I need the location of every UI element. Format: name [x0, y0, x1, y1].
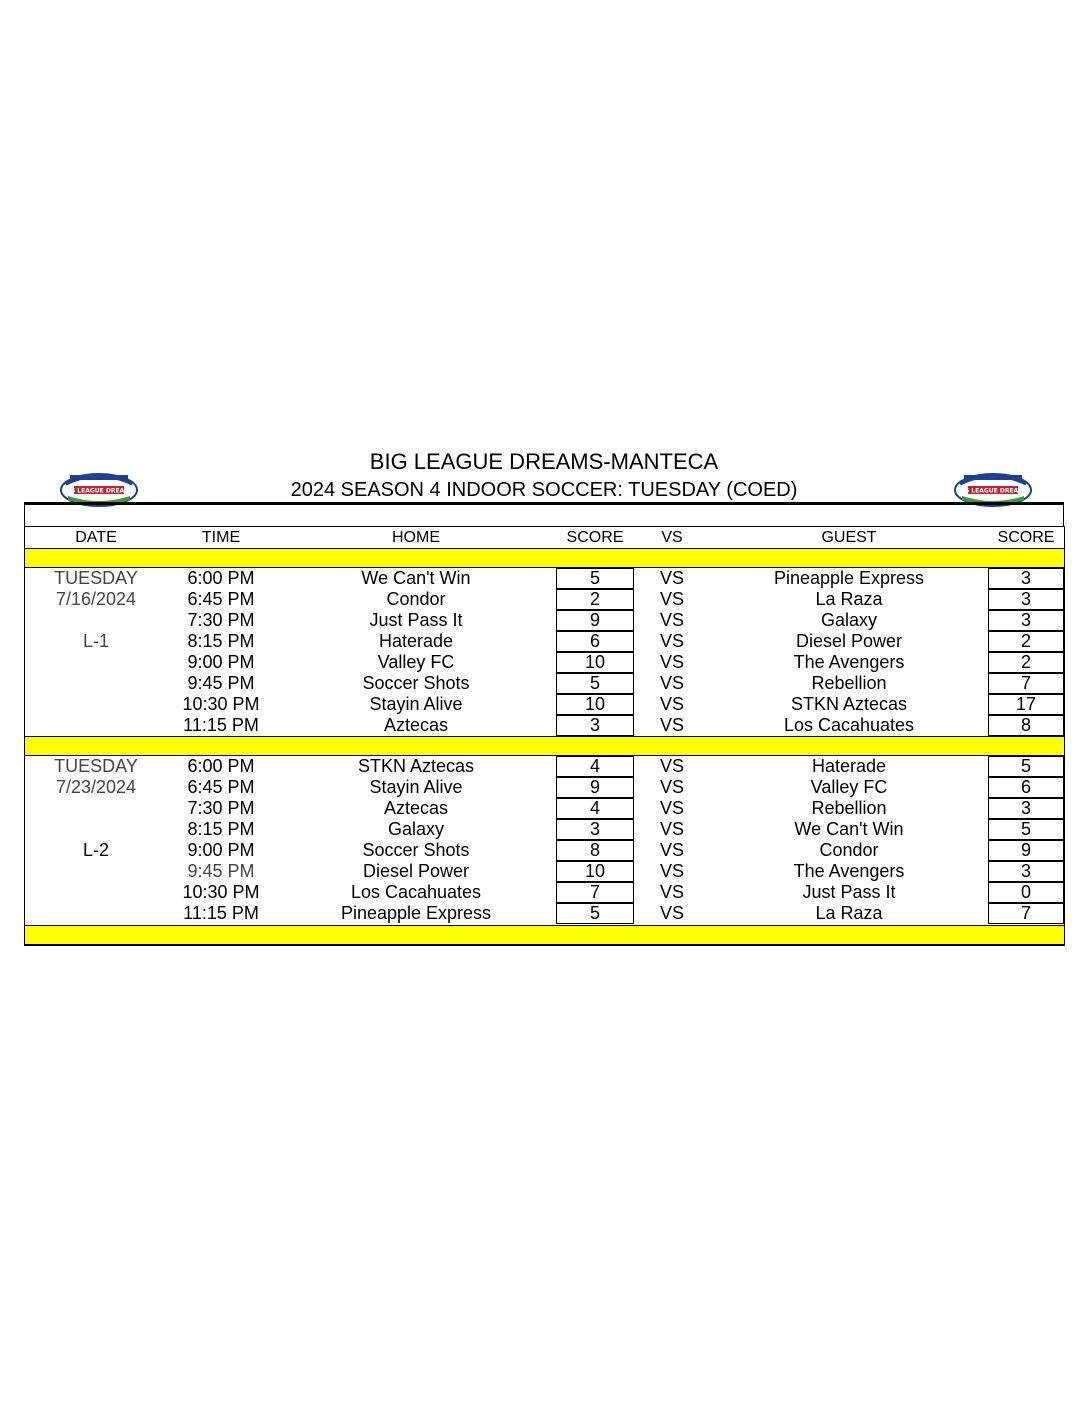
svg-text:BIG LEAGUE DREAMS: BIG LEAGUE DREAMS: [957, 487, 1029, 495]
guest-score: 7: [988, 673, 1064, 694]
home-score: 4: [556, 798, 634, 819]
guest-score: 3: [988, 589, 1064, 610]
home-team: Diesel Power: [362, 861, 470, 881]
week-separator: [25, 925, 1064, 945]
week-date: 7/16/2024: [55, 589, 137, 609]
guest-score: 3: [988, 798, 1064, 819]
home-score: 6: [556, 631, 634, 652]
game-time: 9:45 PM: [187, 673, 255, 693]
guest-team: Los Cacahuates: [783, 715, 915, 735]
game-time: 11:15 PM: [183, 715, 259, 735]
guest-team: Galaxy: [820, 610, 878, 630]
vs-label: VS: [659, 756, 684, 776]
game-time: 9:00 PM: [187, 652, 255, 672]
vs-label: VS: [659, 903, 684, 923]
home-team: Stayin Alive: [369, 777, 463, 797]
guest-team: Condor: [819, 840, 879, 860]
page-subtitle: 2024 SEASON 4 INDOOR SOCCER: TUESDAY (COED): [290, 479, 798, 501]
vs-label: VS: [659, 715, 684, 735]
column-header-guest: GUEST: [821, 529, 877, 546]
column-header-home: HOME: [392, 529, 440, 546]
guest-team: The Avengers: [793, 861, 905, 881]
home-score: 5: [556, 903, 634, 924]
week-separator: [25, 736, 1064, 756]
vs-label: VS: [659, 882, 684, 902]
vs-label: VS: [659, 798, 684, 818]
game-time: 6:45 PM: [187, 777, 255, 797]
home-score: 3: [556, 715, 634, 736]
game-time: 6:45 PM: [187, 589, 255, 609]
home-team: Soccer Shots: [362, 840, 470, 860]
guest-score: 9: [988, 840, 1064, 861]
home-team: Pineapple Express: [340, 903, 492, 923]
week-date: 7/23/2024: [55, 777, 137, 797]
guest-score: 17: [988, 694, 1064, 715]
home-team: Stayin Alive: [369, 694, 463, 714]
column-header-date: DATE: [75, 529, 117, 546]
guest-score: 2: [988, 631, 1064, 652]
week-league: L-2: [82, 840, 109, 860]
home-score: 8: [556, 840, 634, 861]
guest-team: La Raza: [815, 589, 883, 609]
game-time: 10:30 PM: [182, 882, 260, 902]
home-team: We Can't Win: [361, 568, 471, 588]
vs-label: VS: [659, 861, 684, 881]
guest-team: Valley FC: [810, 777, 888, 797]
guest-score: 3: [988, 610, 1064, 631]
home-score: 10: [556, 861, 634, 882]
home-team: Los Cacahuates: [350, 882, 482, 902]
vs-label: VS: [659, 673, 684, 693]
home-team: Aztecas: [383, 715, 449, 735]
home-score: 9: [556, 777, 634, 798]
guest-team: Haterade: [811, 756, 887, 776]
column-header-time: TIME: [201, 529, 241, 546]
game-time: 6:00 PM: [187, 568, 255, 588]
guest-team: La Raza: [815, 903, 883, 923]
home-team: Just Pass It: [369, 610, 463, 630]
guest-team: Just Pass It: [802, 882, 896, 902]
home-score: 4: [556, 756, 634, 777]
guest-team: STKN Aztecas: [790, 694, 908, 714]
home-team: Haterade: [378, 631, 454, 651]
home-score: 7: [556, 882, 634, 903]
vs-label: VS: [659, 652, 684, 672]
guest-team: We Can't Win: [794, 819, 904, 839]
vs-label: VS: [659, 694, 684, 714]
home-team: Soccer Shots: [362, 673, 470, 693]
home-team: Condor: [386, 589, 446, 609]
svg-text:BIG LEAGUE DREAMS: BIG LEAGUE DREAMS: [63, 487, 135, 495]
guest-score: 0: [988, 882, 1064, 903]
game-time: 7:30 PM: [187, 798, 255, 818]
home-team: Valley FC: [377, 652, 455, 672]
guest-team: Pineapple Express: [773, 568, 925, 588]
home-score: 5: [556, 568, 634, 589]
home-score: 5: [556, 673, 634, 694]
guest-team: Diesel Power: [795, 631, 903, 651]
game-time: 9:45 PM: [187, 861, 255, 881]
home-team: Galaxy: [387, 819, 445, 839]
guest-score: 3: [988, 861, 1064, 882]
game-time: 8:15 PM: [187, 631, 255, 651]
home-score: 10: [556, 652, 634, 673]
game-time: 7:30 PM: [187, 610, 255, 630]
header-frame: [24, 502, 1064, 526]
guest-score: 5: [988, 819, 1064, 840]
home-score: 2: [556, 589, 634, 610]
vs-label: VS: [659, 631, 684, 651]
guest-score: 6: [988, 777, 1064, 798]
column-header-vs: VS: [661, 529, 683, 546]
game-time: 9:00 PM: [187, 840, 255, 860]
home-team: Aztecas: [383, 798, 449, 818]
vs-label: VS: [659, 610, 684, 630]
game-time: 6:00 PM: [187, 756, 255, 776]
game-time: 10:30 PM: [182, 694, 260, 714]
guest-score: 7: [988, 903, 1064, 924]
week-day: TUESDAY: [54, 568, 138, 588]
page-title: BIG LEAGUE DREAMS-MANTECA: [369, 449, 719, 474]
week-separator: [25, 548, 1064, 568]
vs-label: VS: [659, 840, 684, 860]
guest-team: The Avengers: [793, 652, 905, 672]
week-day: TUESDAY: [54, 756, 138, 776]
column-header-guest-score: SCORE: [997, 529, 1055, 546]
vs-label: VS: [659, 568, 684, 588]
home-score: 10: [556, 694, 634, 715]
guest-team: Rebellion: [811, 798, 887, 818]
guest-team: Rebellion: [811, 673, 887, 693]
home-score: 3: [556, 819, 634, 840]
vs-label: VS: [659, 819, 684, 839]
game-time: 8:15 PM: [187, 819, 255, 839]
column-header-home-score: SCORE: [566, 529, 624, 546]
week-league: L-1: [82, 631, 109, 651]
vs-label: VS: [659, 777, 684, 797]
guest-score: 5: [988, 756, 1064, 777]
game-time: 11:15 PM: [183, 903, 259, 923]
vs-label: VS: [659, 589, 684, 609]
guest-score: 2: [988, 652, 1064, 673]
guest-score: 8: [988, 715, 1064, 736]
guest-score: 3: [988, 568, 1064, 589]
home-team: STKN Aztecas: [357, 756, 475, 776]
home-score: 9: [556, 610, 634, 631]
